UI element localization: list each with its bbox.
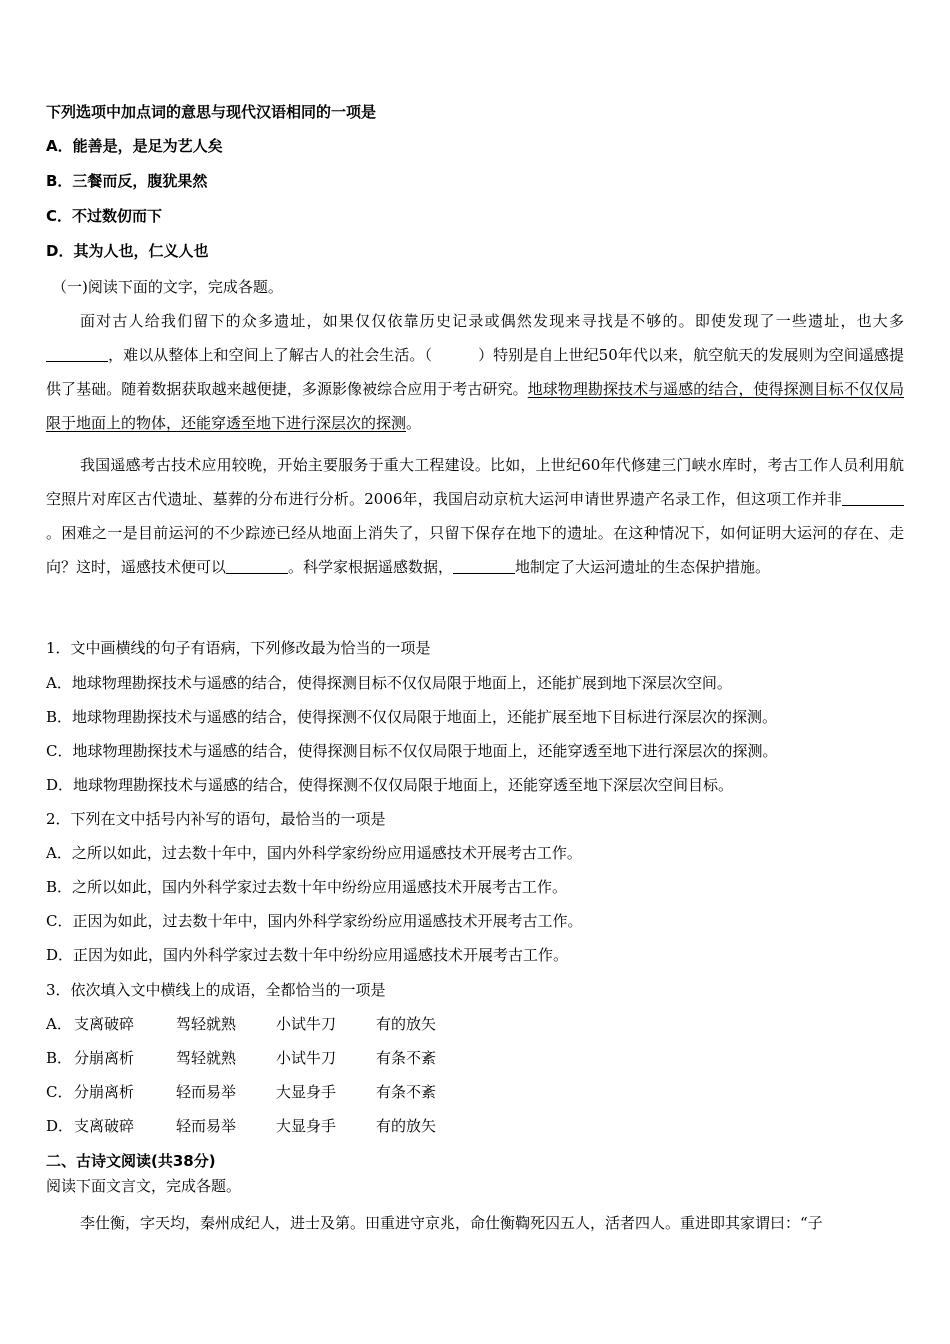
section1-heading: （一)阅读下面的文字，完成各题。 (52, 278, 283, 296)
q2-option-a: A．之所以如此，过去数十年中，国内外科学家纷纷应用遥感技术开展考古工作。 (46, 844, 582, 862)
q3-option-d: D．支离破碎 轻而易举 大显身手 有的放矢 (46, 1117, 437, 1135)
underlined-sentence: 地球物理勘探技术与遥感的结合，使得探测目标不仅仅局限于地面上的物体，还能穿透至地下进行深层次的探测 (46, 380, 904, 432)
q0-option-d: D．其为人也，仁义人也 (46, 242, 209, 260)
q2-option-c: C．正因为如此，过去数十年中，国内外科学家纷纷应用遥感技术开展考古工作。 (46, 912, 583, 930)
q0-option-b: B．三餐而反，腹犹果然 (46, 172, 208, 190)
q0-option-a: A．能善是，是足为艺人矣 (46, 137, 223, 155)
q1-option-a: A．地球物理勘探技术与遥感的结合，使得探测目标不仅仅局限于地面上，还能扩展到地下深层次空间。 (46, 674, 732, 692)
fill-blank-4 (453, 559, 515, 574)
q3-option-b: B． 分崩离析 驾轻就熟 小试牛刀 有条不紊 (46, 1049, 437, 1067)
q2-stem: 2．下列在文中括号内补写的语句，最恰当的一项是 (46, 810, 386, 828)
q0-option-c: C．不过数仞而下 (46, 207, 163, 225)
section2-heading: 二、古诗文阅读(共38分) (46, 1152, 216, 1170)
section2-intro: 阅读下面文言文，完成各题。 (46, 1177, 242, 1195)
passage-paragraph-2: 我国遥感考古技术应用较晚，开始主要服务于重大工程建设。比如，上世纪60年代修建三门峡水库时，考古工作人员利用航空照片对库区古代遗址、墓葬的分布进行分析。2006年，我国启动京杭大运河申请世界遗产名录工作，但这项工作并非。困难之一是目前运河的不少踪迹已经从地面上消失了，只留下保存在地下的遗址。在这种情况下，如何证明大运河的存在、走向？这时，遥感技术便可以 。科学家根据遥感数据， 地制定了大运河遗址的生态保护措施。 (46, 456, 904, 576)
q1-option-b: B．地球物理勘探技术与遥感的结合，使得探测不仅仅局限于地面上，还能扩展至地下目标进行深层次的探测。 (46, 708, 778, 726)
q2-option-d: D．正因为如此，国内外科学家过去数十年中纷纷应用遥感技术开展考古工作。 (46, 946, 569, 964)
passage-paragraph-1: 面对古人给我们留下的众多遗址，如果仅仅依靠历史记录或偶然发现来寻找是不够的。即使发现了一些遗址，也大多，难以从整体上和空间上了解古人的社会生活。（ ）特别是自上世纪50年代以来，航空航天的发展则为空间遥感提供了基础。随着数据获取越来越便捷，多源影像被综合应用于考古研究。地球物理勘探技术与遥感的结合，使得探测目标不仅仅局限于地面上的物体，还能穿透至地下进行深层次的探测。 (46, 312, 904, 432)
q1-option-d: D．地球物理勘探技术与遥感的结合，使得探测不仅仅局限于地面上，还能穿透至地下深层次空间目标。 (46, 776, 734, 794)
q3-stem: 3．依次填入文中横线上的成语，全都恰当的一项是 (46, 981, 386, 999)
classical-passage-paragraph: 李仕衡，字天均，秦州成纪人，进士及第。田重进守京兆，命仕衡鞫死囚五人，活者四人。重进即其家谓曰：“子 (80, 1214, 823, 1232)
q1-stem: 1．文中画横线的句子有语病，下列修改最为恰当的一项是 (46, 639, 431, 657)
q0-stem: 下列选项中加点词的意思与现代汉语相同的一项是 (46, 103, 377, 121)
q2-option-b: B．之所以如此，国内外科学家过去数十年中纷纷应用遥感技术开展考古工作。 (46, 878, 568, 896)
fill-blank-2 (842, 491, 904, 506)
q3-option-a: A． 支离破碎 驾轻就熟 小试牛刀 有的放矢 (46, 1015, 437, 1033)
q1-option-c: C．地球物理勘探技术与遥感的结合，使得探测目标不仅仅局限于地面上，还能穿透至地下进行深层次的探测。 (46, 742, 778, 760)
q3-option-c: C． 分崩离析 轻而易举 大显身手 有条不紊 (46, 1083, 437, 1101)
fill-blank-1 (46, 347, 108, 362)
fill-blank-3 (226, 559, 288, 574)
